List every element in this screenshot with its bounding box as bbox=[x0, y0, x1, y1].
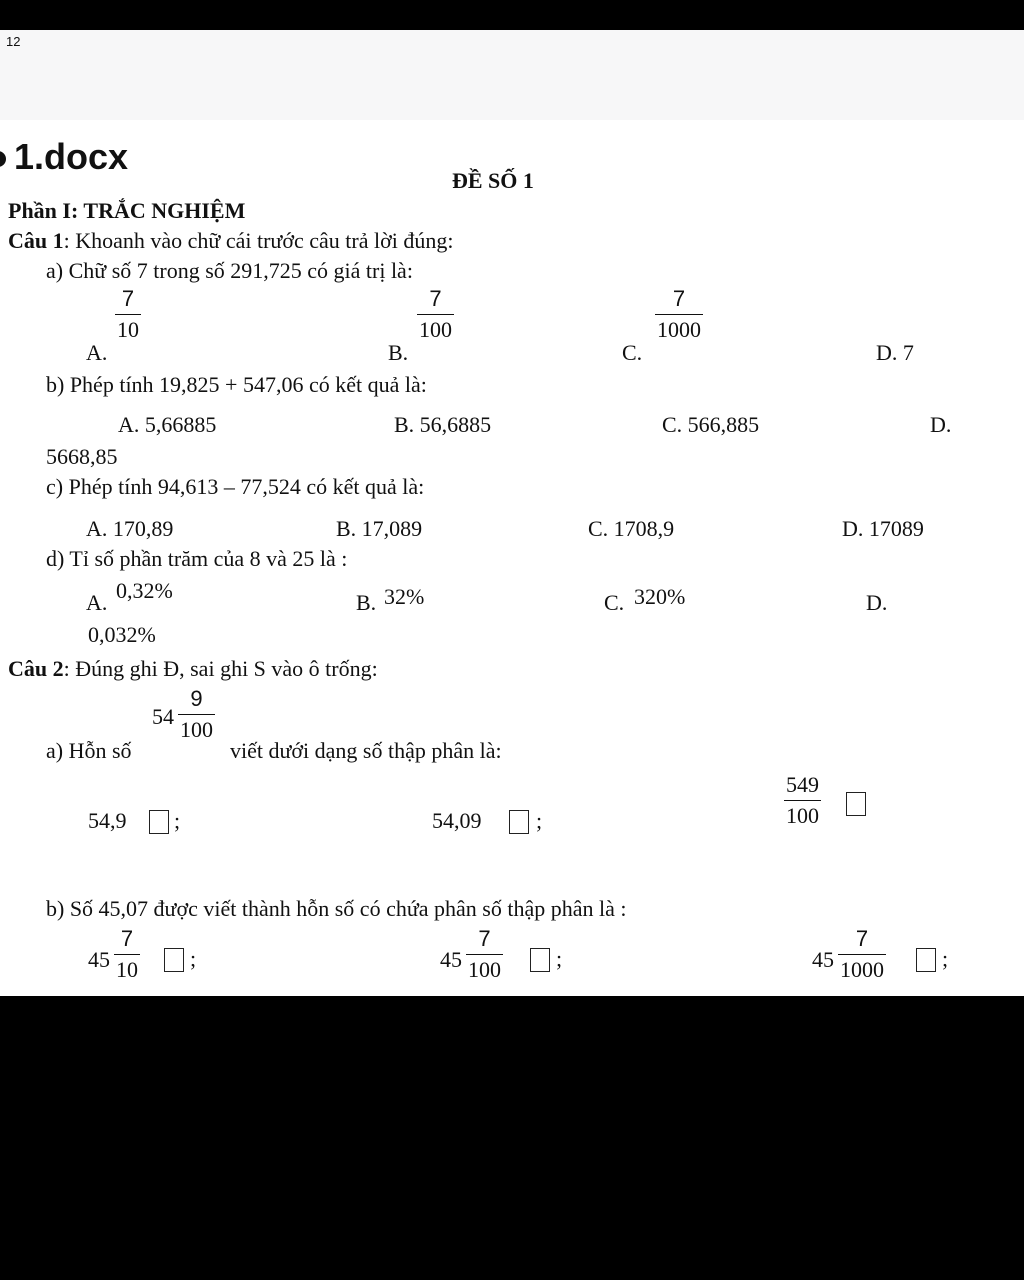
answer-box[interactable] bbox=[149, 810, 169, 834]
semicolon: ; bbox=[942, 946, 949, 971]
fraction-denominator: 100 bbox=[178, 714, 215, 741]
semicolon: ; bbox=[174, 808, 181, 833]
question-label: Câu 2 bbox=[8, 656, 64, 681]
fraction-numerator: 7 bbox=[855, 926, 869, 951]
question-label: Câu 1 bbox=[8, 228, 64, 253]
top-black-bar bbox=[0, 0, 1024, 30]
fraction-numerator: 7 bbox=[478, 926, 491, 951]
semicolon: ; bbox=[556, 946, 563, 971]
option-b-letter: B. bbox=[388, 340, 409, 365]
mixed-number-whole: 45 bbox=[440, 947, 462, 972]
document-page bbox=[0, 120, 1024, 996]
option-a-fraction bbox=[115, 288, 141, 341]
fraction-numerator: 9 bbox=[190, 686, 203, 711]
fraction-denominator: 10 bbox=[114, 954, 140, 981]
option-b-fraction bbox=[417, 288, 454, 341]
question-1 bbox=[8, 228, 453, 254]
question-text: : Khoanh vào chữ cái trước câu trả lời đúng: bbox=[63, 228, 454, 253]
question-a-text: a) Chữ số 7 trong số 291,725 có giá trị là: bbox=[46, 258, 413, 283]
fraction-denominator: 100 bbox=[466, 954, 503, 981]
mixed-number-fraction bbox=[466, 928, 503, 981]
option-c-fraction bbox=[655, 288, 703, 341]
option-c-letter: C. bbox=[622, 340, 643, 365]
answer-box[interactable] bbox=[530, 948, 550, 972]
mixed-number-whole: 45 bbox=[88, 947, 110, 972]
fraction-numerator: 7 bbox=[120, 926, 134, 951]
fraction-denominator: 100 bbox=[417, 314, 454, 341]
fraction-numerator: 7 bbox=[429, 286, 442, 311]
fraction-denominator: 1000 bbox=[838, 954, 886, 981]
option-a: A. 5,66885 bbox=[118, 412, 217, 437]
answer-box[interactable] bbox=[846, 792, 866, 816]
answer-option-3-fraction bbox=[784, 774, 821, 827]
answer-option-2: 54,09 bbox=[432, 808, 482, 833]
option-c: C. 566,885 bbox=[662, 412, 760, 437]
mixed-number-whole: 54 bbox=[152, 704, 174, 729]
option-c-letter: C. bbox=[604, 590, 625, 615]
answer-box[interactable] bbox=[164, 948, 184, 972]
option-a: A. 170,89 bbox=[86, 516, 174, 541]
option-a-value: 0,32% bbox=[116, 578, 173, 603]
fraction-numerator: 7 bbox=[121, 286, 135, 311]
fraction-denominator: 100 bbox=[784, 800, 821, 827]
option-b-letter: B. bbox=[356, 590, 377, 615]
fraction-numerator: 7 bbox=[672, 286, 686, 311]
option-d-wrap: 5668,85 bbox=[46, 444, 118, 469]
mixed-number-fraction bbox=[838, 928, 886, 981]
option-b: B. 17,089 bbox=[336, 516, 423, 541]
option-d: D. bbox=[930, 412, 952, 437]
bottom-black-area bbox=[0, 996, 1024, 1280]
fraction-denominator: 10 bbox=[115, 314, 141, 341]
semicolon: ; bbox=[536, 808, 543, 833]
option-d: D. 17089 bbox=[842, 516, 924, 541]
option-d-letter: D. bbox=[866, 590, 888, 615]
page-number: 12 bbox=[6, 34, 21, 49]
semicolon: ; bbox=[190, 946, 197, 971]
question-b-text: b) Phép tính 19,825 + 547,06 có kết quả là: bbox=[46, 372, 427, 397]
answer-box[interactable] bbox=[916, 948, 936, 972]
viewer-header bbox=[0, 30, 1024, 120]
fraction-numerator: 549 bbox=[786, 772, 819, 797]
mixed-number-fraction bbox=[178, 688, 215, 741]
option-b-value: 32% bbox=[384, 584, 425, 609]
bullet-icon bbox=[0, 151, 6, 167]
fraction-denominator: 1000 bbox=[655, 314, 703, 341]
question-d-text: d) Tỉ số phần trăm của 8 và 25 là : bbox=[46, 546, 348, 571]
option-d: D. 7 bbox=[876, 340, 914, 365]
option-c: C. 1708,9 bbox=[588, 516, 675, 541]
mixed-number-whole: 45 bbox=[812, 947, 834, 972]
answer-box[interactable] bbox=[509, 810, 529, 834]
q2a-suffix: viết dưới dạng số thập phân là: bbox=[230, 738, 502, 763]
option-d-wrap: 0,032% bbox=[88, 622, 156, 647]
file-name: 1.docx bbox=[14, 136, 129, 177]
q2a-prefix: a) Hỗn số bbox=[46, 738, 132, 763]
question-text: : Đúng ghi Đ, sai ghi S vào ô trống: bbox=[63, 656, 378, 681]
question-2 bbox=[8, 656, 378, 682]
q2b-text: b) Số 45,07 được viết thành hỗn số có chứa phân số thập phân là : bbox=[46, 896, 627, 921]
option-b: B. 56,6885 bbox=[394, 412, 492, 437]
option-c-value: 320% bbox=[634, 584, 686, 609]
part-heading: Phần I: TRẮC NGHIỆM bbox=[8, 198, 246, 223]
option-a-letter: A. bbox=[86, 590, 108, 615]
question-c-text: c) Phép tính 94,613 – 77,524 có kết quả là: bbox=[46, 474, 425, 499]
option-a-letter: A. bbox=[86, 340, 108, 365]
mixed-number-fraction bbox=[114, 928, 140, 981]
answer-option-1: 54,9 bbox=[88, 808, 127, 833]
exam-title: ĐỀ SỐ 1 bbox=[452, 168, 534, 193]
